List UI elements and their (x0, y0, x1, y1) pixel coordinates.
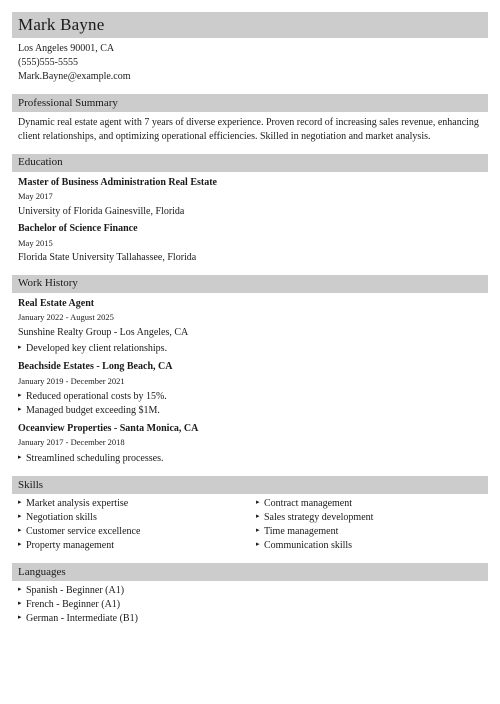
skill-item (18, 525, 256, 539)
skills-column-right (256, 497, 486, 553)
work-list (12, 297, 488, 466)
job-bullets (18, 452, 488, 466)
language-item (18, 612, 488, 626)
candidate-name: Mark Bayne (18, 14, 105, 34)
job-title: Oceanview Properties - Santa Monica, CA (18, 422, 199, 434)
skill-item (256, 525, 486, 539)
skill-text: Communication skills (264, 539, 353, 551)
job-bullets (18, 342, 488, 356)
languages-list (12, 584, 488, 626)
skill-item (18, 497, 256, 511)
job-date: January 2019 - December 2021 (18, 375, 125, 386)
job-bullet (18, 390, 488, 404)
job-bullets (18, 390, 488, 418)
bullet-icon: ▸ (18, 539, 22, 548)
summary-heading (12, 94, 488, 112)
bullet-icon: ▸ (18, 525, 22, 534)
job-bullet-text: Developed key client relationships. (26, 343, 168, 354)
education-degree: Bachelor of Science Finance (18, 223, 138, 235)
skill-text: Sales strategy development (264, 511, 374, 523)
skill-item (256, 511, 486, 525)
education-item (18, 222, 488, 264)
bullet-icon: ▸ (18, 452, 22, 461)
education-date: May 2015 (18, 237, 53, 248)
contact-email: Mark.Bayne@example.com (18, 71, 131, 82)
bullet-icon: ▸ (18, 390, 22, 399)
skill-text: Time management (264, 525, 339, 537)
contact-phone: (555)555-5555 (18, 57, 78, 68)
skill-item (18, 539, 256, 553)
bullet-icon: ▸ (256, 511, 260, 520)
job-title: Beachside Estates - Long Beach, CA (18, 361, 173, 372)
education-heading-label: Education (18, 156, 63, 169)
language-item (18, 584, 488, 598)
bullet-icon: ▸ (256, 539, 260, 548)
education-degree: Master of Business Administration Real Estate (18, 176, 217, 188)
job-bullet (18, 452, 488, 466)
name-header (12, 12, 488, 38)
education-date: May 2017 (18, 191, 53, 202)
job-bullet-text: Streamlined scheduling processes. (26, 452, 164, 464)
skill-item (256, 539, 486, 553)
bullet-icon: ▸ (18, 343, 22, 351)
work-item (18, 422, 488, 466)
skill-text: Property management (26, 539, 115, 551)
skills-heading (12, 476, 488, 494)
job-bullet (18, 404, 488, 418)
contact-location: Los Angeles 90001, CA (18, 43, 115, 54)
bullet-icon: ▸ (18, 511, 22, 520)
job-bullet-text: Managed budget exceeding $1M. (26, 404, 160, 416)
work-heading-label: Work History (18, 277, 78, 290)
skill-text: Market analysis expertise (26, 497, 129, 509)
work-item (18, 297, 488, 356)
education-heading (12, 154, 488, 172)
work-item (18, 360, 488, 418)
bullet-icon: ▸ (18, 584, 22, 593)
skill-text: Contract management (264, 497, 353, 509)
language-item (18, 598, 488, 612)
education-item (18, 176, 488, 218)
language-bullets (18, 584, 488, 626)
education-school: Florida State University Tallahassee, Florida (18, 252, 197, 264)
language-text: German - Intermediate (B1) (26, 612, 138, 624)
job-company: Sunshine Realty Group - Los Angeles, CA (18, 326, 189, 338)
work-heading (12, 275, 488, 293)
education-school: University of Florida Gainesville, Florida (18, 205, 185, 217)
skill-text: Negotiation skills (26, 511, 97, 523)
language-text: French - Beginner (A1) (26, 598, 121, 610)
job-date: January 2017 - December 2018 (18, 437, 125, 448)
bullet-icon: ▸ (256, 525, 260, 534)
skills-heading-label: Skills (18, 478, 44, 491)
language-text: Spanish - Beginner (A1) (26, 584, 125, 596)
job-title: Real Estate Agent (18, 297, 95, 309)
summary-heading-label: Professional Summary (18, 96, 118, 109)
skills-column-left (18, 497, 256, 553)
languages-heading (12, 563, 488, 581)
job-bullet (18, 342, 488, 356)
skill-text: Customer service excellence (26, 525, 141, 537)
bullet-icon: ▸ (18, 404, 22, 413)
skill-item (18, 511, 256, 525)
languages-heading-label: Languages (18, 565, 66, 578)
skills-list (12, 497, 488, 553)
job-date: January 2022 - August 2025 (18, 312, 114, 323)
education-list (12, 176, 488, 265)
bullet-icon: ▸ (256, 497, 260, 506)
contact-info (12, 42, 488, 84)
bullet-icon: ▸ (18, 497, 22, 506)
bullet-icon: ▸ (18, 612, 22, 621)
skill-item (256, 497, 486, 511)
summary-text: Dynamic real estate agent with 7 years of diverse experience. Proven record of increasing sales revenue, enhancing client relationships, and optimizing operational efficiencies. Skilled in negotiation and market analysis. (18, 117, 479, 142)
bullet-icon: ▸ (18, 598, 22, 607)
job-bullet-text: Reduced operational costs by 15%. (26, 390, 167, 402)
